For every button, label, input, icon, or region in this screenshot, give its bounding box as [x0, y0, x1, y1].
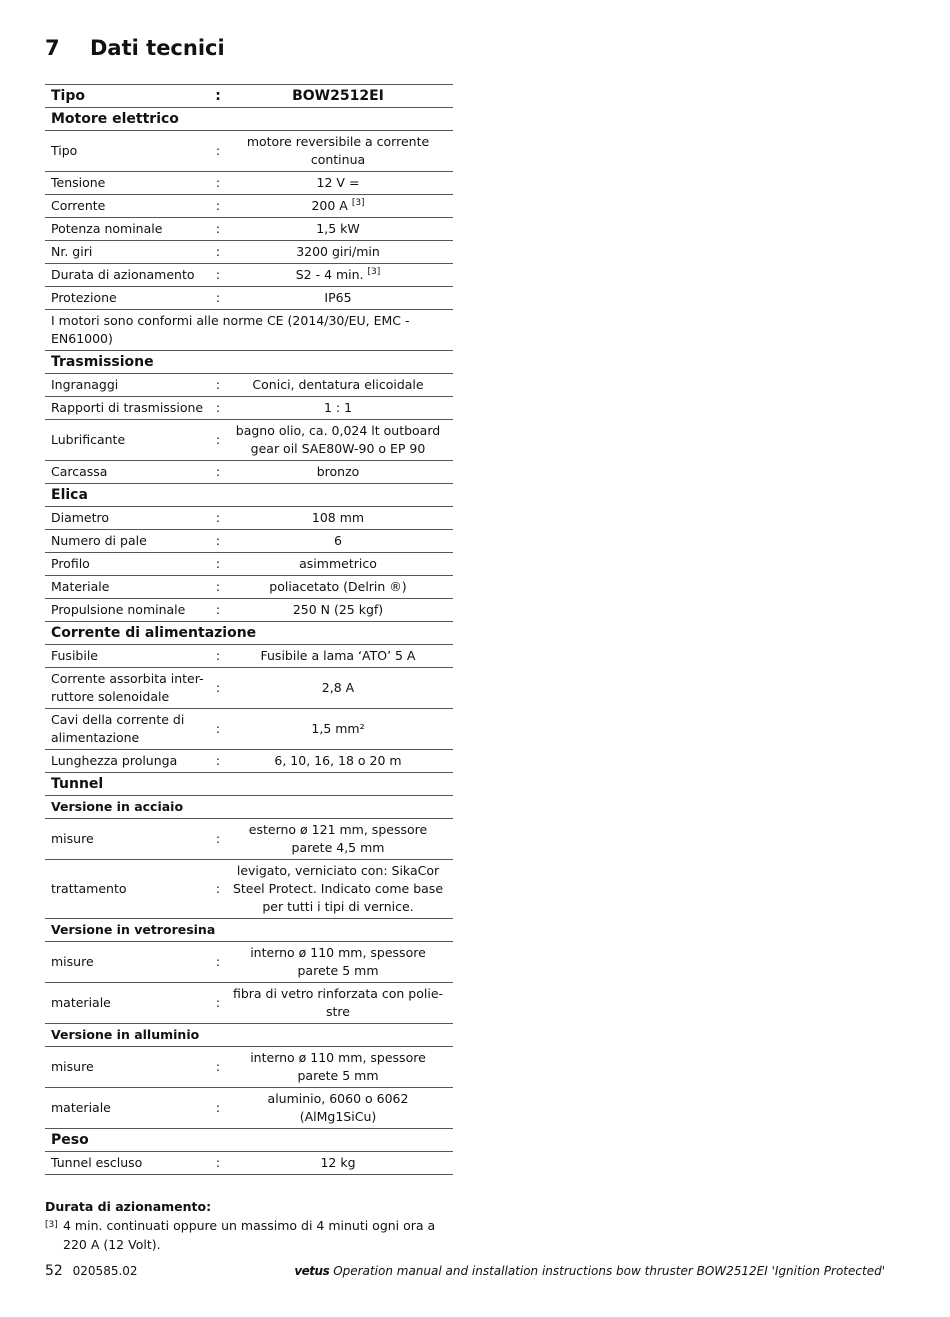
table-row: Nr. giri : 3200 giri/min — [45, 241, 453, 264]
section-peso: Peso — [45, 1129, 453, 1152]
table-row: Fusibile : Fusibile a lama ‘ATO’ 5 A — [45, 645, 453, 668]
section-trasmissione: Trasmissione — [45, 351, 453, 374]
section-corrente: Corrente di alimentazione — [45, 622, 453, 645]
section-motore: Motore elettrico — [45, 108, 453, 131]
table-row: misure : interno ø 110 mm, spessore parete 5 mm — [45, 942, 453, 983]
page-number: 52 — [45, 1263, 63, 1279]
footnote-ref: [3] — [367, 266, 381, 277]
table-row: Lunghezza prolunga : 6, 10, 16, 18 o 20 m — [45, 750, 453, 773]
table-row: materiale : aluminio, 6060 o 6062 (AlMg1SiCu) — [45, 1088, 453, 1129]
page-footer — [45, 1263, 885, 1279]
table-header-row — [45, 85, 453, 108]
table-row: Protezione : IP65 — [45, 287, 453, 310]
chapter-number: 7 — [45, 36, 60, 60]
table-row-note — [45, 310, 453, 351]
table-row: Corrente : 200 A [3] — [45, 195, 453, 218]
table-row: Tunnel escluso : 12 kg — [45, 1152, 453, 1175]
subsection-acciaio: Versione in acciaio — [45, 796, 453, 819]
chapter-heading — [45, 36, 225, 60]
section-tunnel: Tunnel — [45, 773, 453, 796]
subsection-alluminio: Versione in alluminio — [45, 1024, 453, 1047]
footnote-ref: [3] — [351, 197, 365, 208]
footnote-text: 4 min. continuati oppure un massimo di 4 minuti ogni ora a 220 A (12 Volt). — [63, 1218, 436, 1252]
document-number: 020585.02 — [72, 1264, 138, 1278]
chapter-title: Dati tecnici — [90, 36, 225, 60]
table-row: Ingranaggi : Conici, dentatura elicoidale — [45, 374, 453, 397]
table-row: Numero di pale : 6 — [45, 530, 453, 553]
table-row: Tensione : 12 V = — [45, 172, 453, 195]
header-separator: : — [213, 85, 223, 108]
footnote — [45, 1216, 455, 1254]
table-row: Tipo : motore reversibile a corrente continua — [45, 131, 453, 172]
table-row: Cavi della corrente di alimentazione : 1,5 mm² — [45, 709, 453, 750]
subsection-vetroresina: Versione in vetroresina — [45, 919, 453, 942]
table-row: Propulsione nominale : 250 N (25 kgf) — [45, 599, 453, 622]
spec-table — [45, 84, 453, 1175]
table-row: Materiale : poliacetato (Delrin ®) — [45, 576, 453, 599]
table-row: Profilo : asimmetrico — [45, 553, 453, 576]
header-value: BOW2512EI — [223, 85, 453, 108]
table-row: trattamento : levigato, verniciato con: SikaCor Steel Protect. Indicato come base per tutti i tipi di vernice. — [45, 860, 453, 919]
footer-description-block — [294, 1264, 885, 1278]
table-row: Potenza nominale : 1,5 kW — [45, 218, 453, 241]
table-row: misure : interno ø 110 mm, spessore parete 5 mm — [45, 1047, 453, 1088]
header-label: Tipo — [45, 85, 213, 108]
footer-description: Operation manual and installation instructions bow thruster BOW2512EI 'Ignition Protected' — [333, 1264, 885, 1278]
table-row: Durata di azionamento : S2 - 4 min. [3] — [45, 264, 453, 287]
table-row: Diametro : 108 mm — [45, 507, 453, 530]
footnote-mark: [3] — [45, 1220, 58, 1230]
table-row: Lubrificante : bagno olio, ca. 0,024 lt outboard gear oil SAE80W-90 o EP 90 — [45, 420, 453, 461]
table-row: Carcassa : bronzo — [45, 461, 453, 484]
brand-logo: vetus — [294, 1264, 330, 1278]
table-row: Corrente assorbita inter-ruttore solenoidale : 2,8 A — [45, 668, 453, 709]
table-row: Rapporti di trasmissione : 1 : 1 — [45, 397, 453, 420]
motore-note: I motori sono conformi alle norme CE (2014/30/EU, EMC - EN61000) — [45, 310, 453, 351]
table-row: materiale : fibra di vetro rinforzata con polie-stre — [45, 983, 453, 1024]
table-row: misure : esterno ø 121 mm, spessore parete 4,5 mm — [45, 819, 453, 860]
footnote-title: Durata di azionamento: — [45, 1199, 212, 1214]
section-elica: Elica — [45, 484, 453, 507]
